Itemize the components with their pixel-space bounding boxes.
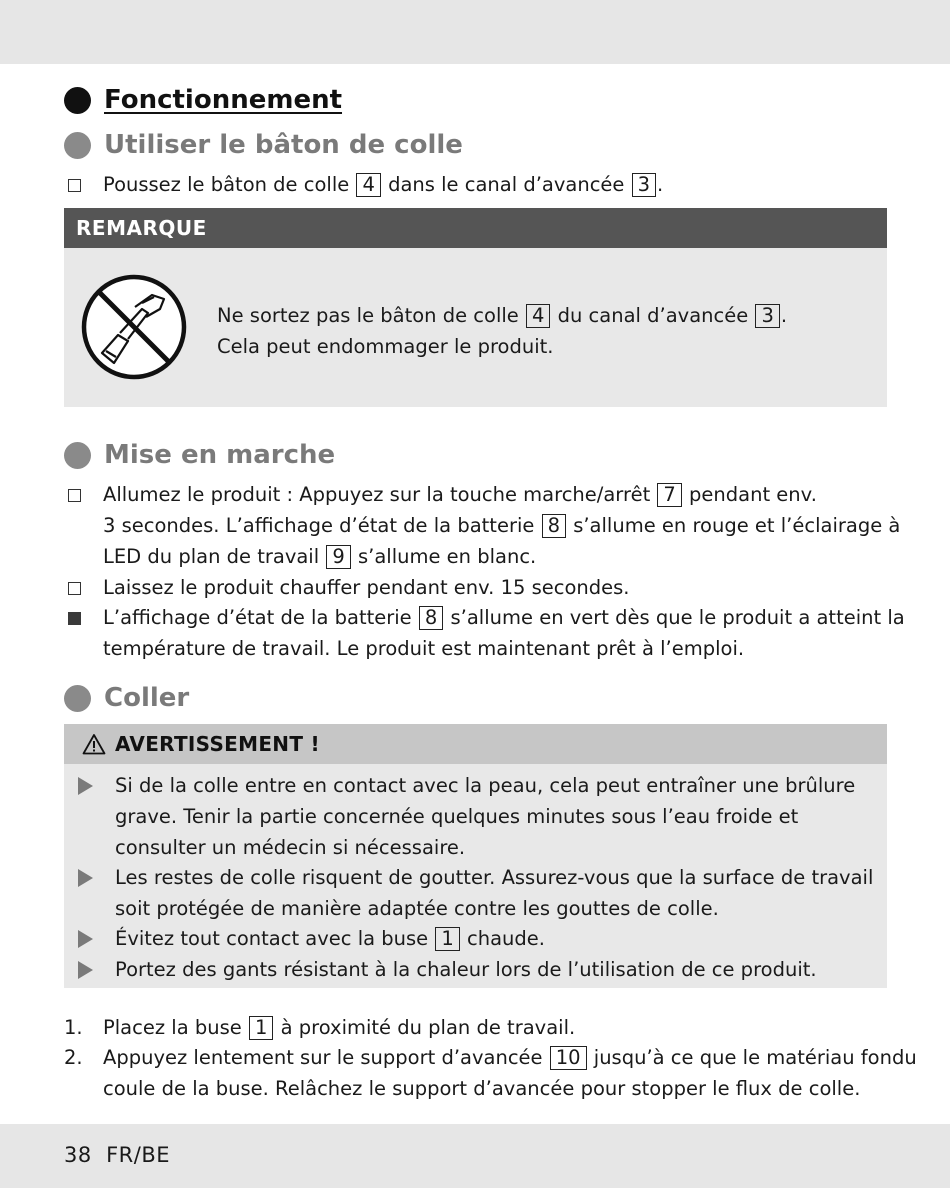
- step-1: Placez la buse 1 à proximité du plan de travail.: [103, 1016, 576, 1039]
- step-2-number: 2.: [64, 1046, 83, 1069]
- warning-triangle-icon: [82, 733, 106, 755]
- note-line-1: Ne sortez pas le bâton de colle 4 du canal d’avancée 3 .: [217, 304, 788, 327]
- ref-number: 8: [542, 514, 566, 538]
- ref-number: 9: [326, 545, 350, 569]
- note-header: [64, 208, 887, 248]
- step-2-line-2: coule de la buse. Relâchez le support d’avancée pour stopper le flux de colle.: [103, 1077, 861, 1100]
- instruction-power-line-2: 3 secondes. L’affichage d’état de la batterie 8 s’allume en rouge et l’éclairage à: [103, 514, 901, 537]
- result-bullet: [68, 612, 81, 625]
- step-1-number: 1.: [64, 1016, 83, 1039]
- section-title-text: Fonctionnement: [104, 85, 343, 115]
- instruction-power-line-1: Allumez le produit : Appuyez sur la touche marche/arrêt 7 pendant env.: [103, 483, 817, 506]
- ref-number: 1: [435, 927, 459, 951]
- subheading-power-on: [64, 440, 335, 470]
- checkbox-bullet: [68, 489, 81, 502]
- ref-number: 4: [526, 304, 550, 328]
- subheading-glue-stick: [64, 130, 463, 160]
- warning-skin-contact: Si de la colle entre en contact avec la peau, cela peut entraîner une brûlure grave. Tenir la partie concernée quelques minutes sous l’eau froide et consulter un médecin si nécessaire.: [115, 774, 856, 859]
- ref-number: 10: [550, 1046, 587, 1070]
- ref-number: 8: [419, 606, 443, 630]
- note-line-2: Cela peut endommager le produit.: [217, 335, 554, 358]
- subheading-text: Coller: [104, 683, 190, 713]
- subheading-glueing: [64, 683, 189, 713]
- subheading-text: Mise en marche: [104, 440, 336, 470]
- result-line-2: température de travail. Le produit est maintenant prêt à l’emploi.: [103, 637, 745, 660]
- arrow-bullet: [78, 930, 93, 948]
- instruction-push-stick: Poussez le bâton de colle 4 dans le canal d’avancée 3 .: [103, 173, 664, 196]
- page-footer: [64, 1143, 170, 1167]
- warning-header: [64, 724, 887, 764]
- step-2-line-1: Appuyez lentement sur le support d’avancée 10 jusqu’à ce que le matériau fondu: [103, 1046, 917, 1069]
- ref-number: 1: [249, 1016, 273, 1040]
- checkbox-bullet: [68, 179, 81, 192]
- warning-label: AVERTISSEMENT !: [115, 732, 320, 756]
- instruction-power-line-3: LED du plan de travail 9 s’allume en blanc.: [103, 545, 537, 568]
- no-pulling-glue-stick-icon: [80, 273, 188, 381]
- ref-number: 3: [632, 173, 656, 197]
- warning-dripping: Les restes de colle risquent de goutter. Assurez-vous que la surface de travail soit protégée de manière adaptée contre les gouttes de colle.: [115, 866, 874, 920]
- ref-number: 4: [356, 173, 380, 197]
- arrow-bullet: [78, 961, 93, 979]
- ref-number: 7: [657, 483, 681, 507]
- warning-hot-nozzle: Évitez tout contact avec la buse 1 chaude.: [115, 927, 545, 950]
- warning-gloves: Portez des gants résistant à la chaleur lors de l’utilisation de ce produit.: [115, 958, 817, 981]
- section-title: [64, 85, 342, 115]
- top-margin-bar: [0, 0, 950, 64]
- bullet-dot: [64, 87, 91, 114]
- result-line-1: L’affichage d’état de la batterie 8 s’allume en vert dès que le produit a atteint la: [103, 606, 905, 629]
- bullet-dot: [64, 132, 91, 159]
- bullet-dot: [64, 442, 91, 469]
- ref-number: 3: [755, 304, 779, 328]
- note-label: REMARQUE: [76, 216, 207, 240]
- bullet-dot: [64, 685, 91, 712]
- arrow-bullet: [78, 869, 93, 887]
- arrow-bullet: [78, 777, 93, 795]
- instruction-heat: Laissez le produit chauffer pendant env. 15 secondes.: [103, 576, 630, 599]
- locale-code: FR/BE: [106, 1143, 171, 1167]
- page-number: 38: [64, 1143, 92, 1167]
- subheading-text: Utiliser le bâton de colle: [104, 130, 463, 160]
- checkbox-bullet: [68, 582, 81, 595]
